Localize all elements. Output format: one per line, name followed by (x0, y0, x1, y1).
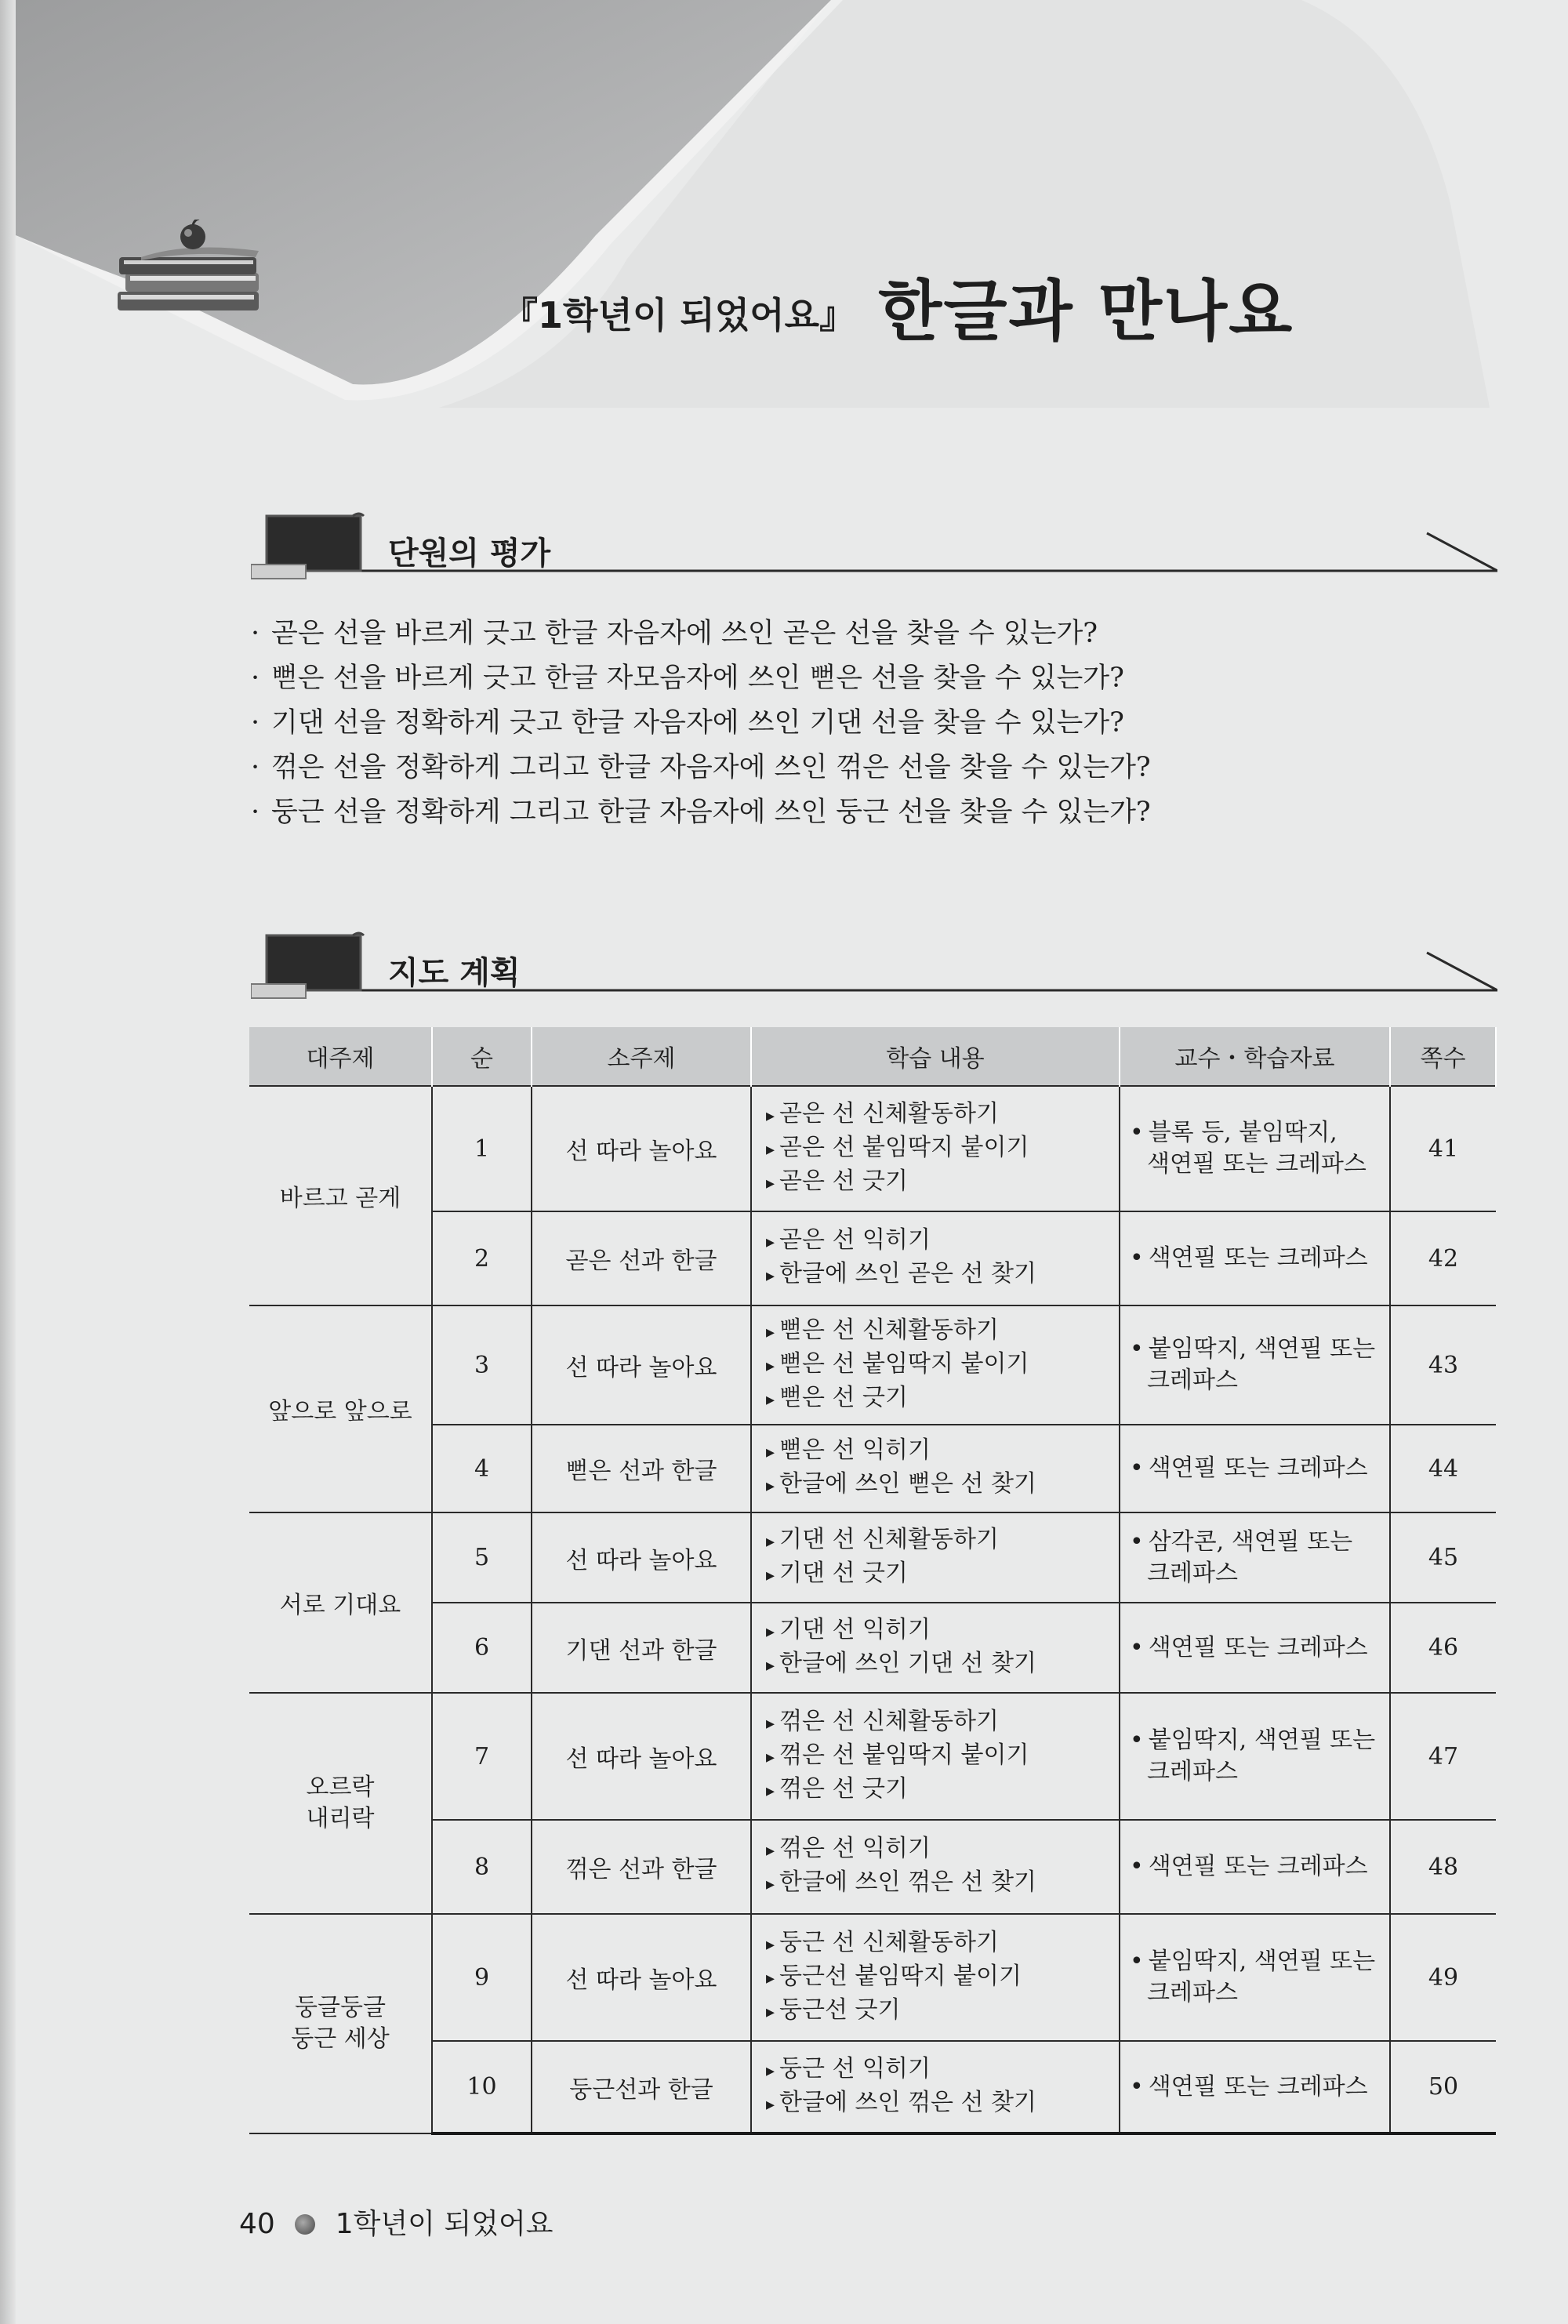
subtopic-cell: 선 따라 놀아요 (532, 1914, 751, 2041)
topic-cell: 서로 기대요 (249, 1512, 432, 1693)
page-cell: 45 (1390, 1512, 1496, 1603)
evaluation-item: · 기댄 선을 정확하게 긋고 한글 자음자에 쓰인 기댄 선을 찾을 수 있는가? (251, 707, 1124, 739)
content-cell: ▸ 기댄 선 신체활동하기 ▸ 기댄 선 긋기 (751, 1512, 1120, 1603)
order-cell: 2 (432, 1211, 532, 1305)
order-cell: 7 (432, 1693, 532, 1820)
materials-cell: • 색연필 또는 크레파스 (1120, 1603, 1390, 1693)
subtopic-cell: 곧은 선과 한글 (532, 1211, 751, 1305)
book-title: 『1학년이 되었어요』 (502, 294, 856, 336)
evaluation-section-heading (251, 510, 1497, 588)
evaluation-item: · 둥근 선을 정확하게 그리고 한글 자음자에 쓰인 둥근 선을 찾을 수 있는가? (251, 797, 1151, 828)
table-row (249, 1693, 1496, 1820)
plan-heading: 지도 계획 (388, 955, 521, 991)
materials-cell: • 붙임딱지, 색연필 또는 크레파스 (1120, 1914, 1390, 2041)
content-cell: ▸ 둥근 선 신체활동하기 ▸ 둥근선 붙임딱지 붙이기 ▸ 둥근선 긋기 (751, 1914, 1120, 2041)
page-cell: 47 (1390, 1693, 1496, 1820)
evaluation-heading: 단원의 평가 (388, 536, 551, 572)
page-cell: 42 (1390, 1211, 1496, 1305)
column-header: 대주제 (249, 1027, 432, 1086)
table-row (249, 2041, 1496, 2133)
subtopic-cell: 뻗은 선과 한글 (532, 1425, 751, 1512)
order-cell: 6 (432, 1603, 532, 1693)
materials-cell: • 색연필 또는 크레파스 (1120, 1820, 1390, 1914)
table-row (249, 1914, 1496, 2041)
page-cell: 48 (1390, 1820, 1496, 1914)
content-cell: ▸ 기댄 선 익히기 ▸ 한글에 쓰인 기댄 선 찾기 (751, 1603, 1120, 1693)
evaluation-list (251, 612, 1333, 835)
order-cell: 3 (432, 1305, 532, 1425)
unit-header (502, 259, 1294, 354)
column-header: 학습 내용 (751, 1027, 1120, 1086)
topic-cell: 오르락 내리락 (249, 1693, 432, 1914)
table-row (249, 1425, 1496, 1512)
table-row (249, 1086, 1496, 1211)
materials-cell: • 색연필 또는 크레파스 (1120, 1211, 1390, 1305)
blackboard-icon (251, 929, 368, 1004)
books-apple-icon (110, 220, 274, 321)
subtopic-cell: 기댄 선과 한글 (532, 1603, 751, 1693)
bullet-icon (295, 2214, 315, 2235)
order-cell: 9 (432, 1914, 532, 2041)
content-cell: ▸ 꺾은 선 신체활동하기 ▸ 꺾은 선 붙임딱지 붙이기 ▸ 꺾은 선 긋기 (751, 1693, 1120, 1820)
column-header: 순 (432, 1027, 532, 1086)
subtopic-cell: 둥근선과 한글 (532, 2041, 751, 2133)
content-cell: ▸ 뻗은 선 신체활동하기 ▸ 뻗은 선 붙임딱지 붙이기 ▸ 뻗은 선 긋기 (751, 1305, 1120, 1425)
teaching-plan-table (249, 1027, 1497, 2135)
subtopic-cell: 선 따라 놀아요 (532, 1693, 751, 1820)
content-cell: ▸ 곧은 선 신체활동하기 ▸ 곧은 선 붙임딱지 붙이기 ▸ 곧은 선 긋기 (751, 1086, 1120, 1211)
materials-cell: • 색연필 또는 크레파스 (1120, 1425, 1390, 1512)
content-cell: ▸ 꺾은 선 익히기 ▸ 한글에 쓰인 꺾은 선 찾기 (751, 1820, 1120, 1914)
table-row (249, 1820, 1496, 1914)
footer-chapter: 1학년이 되었어요 (335, 2208, 554, 2240)
evaluation-item: · 뻗은 선을 바르게 긋고 한글 자모음자에 쓰인 뻗은 선을 찾을 수 있는가? (251, 663, 1124, 694)
page-cell: 44 (1390, 1425, 1496, 1512)
order-cell: 10 (432, 2041, 532, 2133)
page-footer (239, 2202, 554, 2242)
table-row (249, 1603, 1496, 1693)
topic-cell: 바르고 곧게 (249, 1086, 432, 1305)
table-row (249, 1305, 1496, 1425)
evaluation-item: · 곧은 선을 바르게 긋고 한글 자음자에 쓰인 곧은 선을 찾을 수 있는가? (251, 618, 1098, 649)
blackboard-icon (251, 510, 368, 584)
unit-title: 한글과 만나요 (878, 273, 1294, 350)
page-cell: 46 (1390, 1603, 1496, 1693)
subtopic-cell: 꺾은 선과 한글 (532, 1820, 751, 1914)
page-cell: 49 (1390, 1914, 1496, 2041)
materials-cell: • 붙임딱지, 색연필 또는 크레파스 (1120, 1693, 1390, 1820)
topic-cell: 둥글둥글 둥근 세상 (249, 1914, 432, 2133)
column-header: 소주제 (532, 1027, 751, 1086)
order-cell: 1 (432, 1086, 532, 1211)
materials-cell: • 색연필 또는 크레파스 (1120, 2041, 1390, 2133)
subtopic-cell: 선 따라 놀아요 (532, 1086, 751, 1211)
page-number: 40 (239, 2208, 275, 2240)
page-cell: 43 (1390, 1305, 1496, 1425)
table-header-row (249, 1027, 1496, 1086)
content-cell: ▸ 뻗은 선 익히기 ▸ 한글에 쓰인 뻗은 선 찾기 (751, 1425, 1120, 1512)
materials-cell: • 붙임딱지, 색연필 또는 크레파스 (1120, 1305, 1390, 1425)
content-cell: ▸ 곧은 선 익히기 ▸ 한글에 쓰인 곧은 선 찾기 (751, 1211, 1120, 1305)
page-cell: 50 (1390, 2041, 1496, 2133)
order-cell: 8 (432, 1820, 532, 1914)
subtopic-cell: 선 따라 놀아요 (532, 1305, 751, 1425)
topic-cell: 앞으로 앞으로 (249, 1305, 432, 1512)
table-row (249, 1512, 1496, 1603)
content-cell: ▸ 둥근 선 익히기 ▸ 한글에 쓰인 꺾은 선 찾기 (751, 2041, 1120, 2133)
plan-section-heading (251, 929, 1497, 1008)
subtopic-cell: 선 따라 놀아요 (532, 1512, 751, 1603)
order-cell: 5 (432, 1512, 532, 1603)
materials-cell: • 블록 등, 붙임딱지, 색연필 또는 크레파스 (1120, 1086, 1390, 1211)
page-cell: 41 (1390, 1086, 1496, 1211)
evaluation-item: · 꺾은 선을 정확하게 그리고 한글 자음자에 쓰인 꺾은 선을 찾을 수 있는가? (251, 752, 1151, 783)
column-header: 교수・학습자료 (1120, 1027, 1390, 1086)
table-row (249, 1211, 1496, 1305)
materials-cell: • 삼각콘, 색연필 또는 크레파스 (1120, 1512, 1390, 1603)
order-cell: 4 (432, 1425, 532, 1512)
column-header: 쪽수 (1390, 1027, 1496, 1086)
